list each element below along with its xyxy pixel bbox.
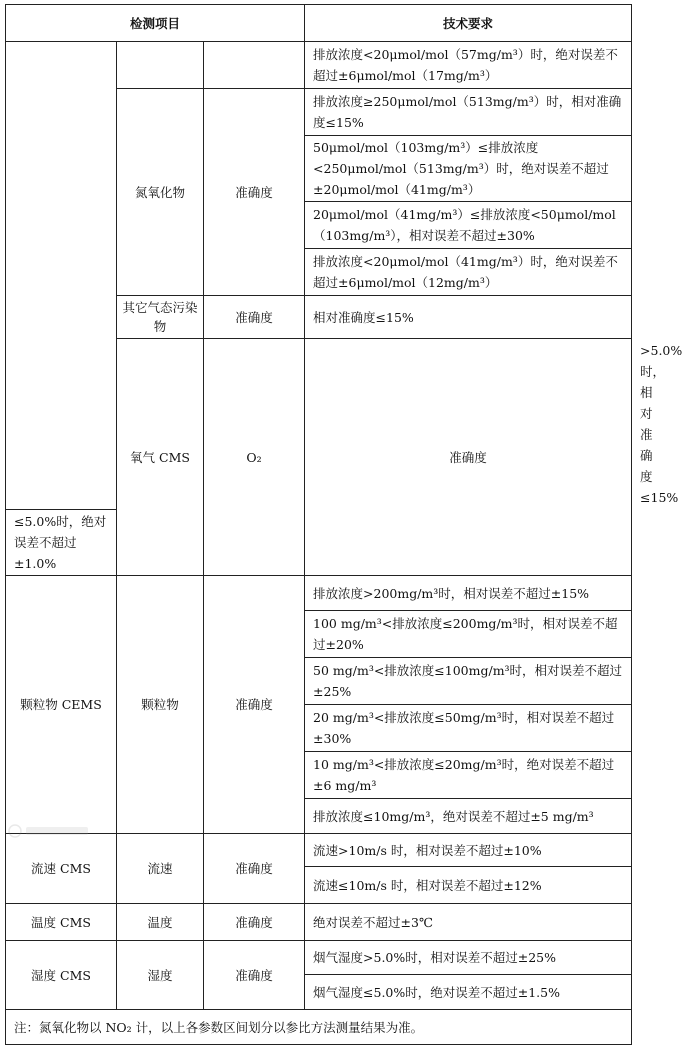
particle-req-1: 100 mg/m³<排放浓度≤200mg/m³时，相对误差不超过±20% [305,611,632,658]
particle-sub: 颗粒物 [117,576,204,834]
header-row [6,5,632,42]
oxygen-metric: 准确度 [305,339,632,576]
requirements-table [5,4,682,1045]
table-row [6,941,632,975]
oxygen-req-1: ≤5.0%时，绝对误差不超过±1.0% [6,510,117,576]
particle-req-0: 排放浓度>200mg/m³时，相对误差不超过±15% [305,576,632,611]
humid-sub: 湿度 [117,941,204,1010]
flow-sub: 流速 [117,834,204,904]
gas-cems-cell [6,42,117,510]
table-row [6,576,632,611]
nox-metric: 准确度 [204,89,305,296]
flow-req-0: 流速>10m/s 时，相对误差不超过±10% [305,834,632,867]
humid-req-1: 烟气湿度≤5.0%时，绝对误差不超过±1.5% [305,975,632,1010]
note-row [6,1010,632,1045]
humid-req-0: 烟气湿度>5.0%时，相对误差不超过±25% [305,941,632,975]
table-row: 氧气 CMS O₂ 准确度 >5.0%时，相对准确度≤15% [6,339,632,510]
particle-req-4: 10 mg/m³<排放浓度≤20mg/m³时，绝对误差不超过±6 mg/m³ [305,752,632,799]
table-row [6,904,632,941]
header-requirement: 技术要求 [305,5,632,42]
blank-metric-cell [204,42,305,89]
temp-item: 温度 CMS [6,904,117,941]
nox-req-1: 排放浓度≥250μmol/mol（513mg/m³）时，相对准确度≤15% [305,89,632,136]
oxygen-sub: O₂ [204,339,305,576]
blank-sub-cell [117,42,204,89]
humid-item: 湿度 CMS [6,941,117,1010]
nox-sub: 氮氧化物 [117,89,204,296]
temp-req-0: 绝对误差不超过±3℃ [305,904,632,941]
nox-req-4: 排放浓度<20μmol/mol（41mg/m³）时，绝对误差不超过±6μmol/mol（12mg/m³） [305,249,632,296]
table-note: 注：氮氧化物以 NO₂ 计，以上各参数区间划分以参比方法测量结果为准。 [6,1010,632,1045]
particle-req-3: 20 mg/m³<排放浓度≤50mg/m³时，相对误差不超过±30% [305,705,632,752]
particle-item: 颗粒物 CEMS [6,576,117,834]
temp-sub: 温度 [117,904,204,941]
nox-req-3: 20μmol/mol（41mg/m³）≤排放浓度<50μmol/mol（103mg/m³），相对误差不超过±30% [305,202,632,249]
temp-metric: 准确度 [204,904,305,941]
particle-metric: 准确度 [204,576,305,834]
table-row [6,834,632,867]
other-req-0: 相对准确度≤15% [305,296,632,339]
header-item: 检测项目 [6,5,305,42]
humid-metric: 准确度 [204,941,305,1010]
particle-req-5: 排放浓度≤10mg/m³，绝对误差不超过±5 mg/m³ [305,799,632,834]
oxygen-item: 氧气 CMS [117,339,204,576]
watermark-logo-icon [6,822,96,840]
other-sub: 其它气态污染物 [117,296,204,339]
flow-item: 流速 CMS [6,834,117,904]
other-metric: 准确度 [204,296,305,339]
particle-req-2: 50 mg/m³<排放浓度≤100mg/m³时，相对误差不超过±25% [305,658,632,705]
table-row [6,42,632,89]
nox-req-0: 排放浓度<20μmol/mol（57mg/m³）时，绝对误差不超过±6μmol/mol（17mg/m³） [305,42,632,89]
flow-req-1: 流速≤10m/s 时，相对误差不超过±12% [305,867,632,904]
nox-req-2: 50μmol/mol（103mg/m³）≤排放浓度<250μmol/mol（513mg/m³）时，绝对误差不超过±20μmol/mol（41mg/m³） [305,136,632,202]
flow-metric: 准确度 [204,834,305,904]
